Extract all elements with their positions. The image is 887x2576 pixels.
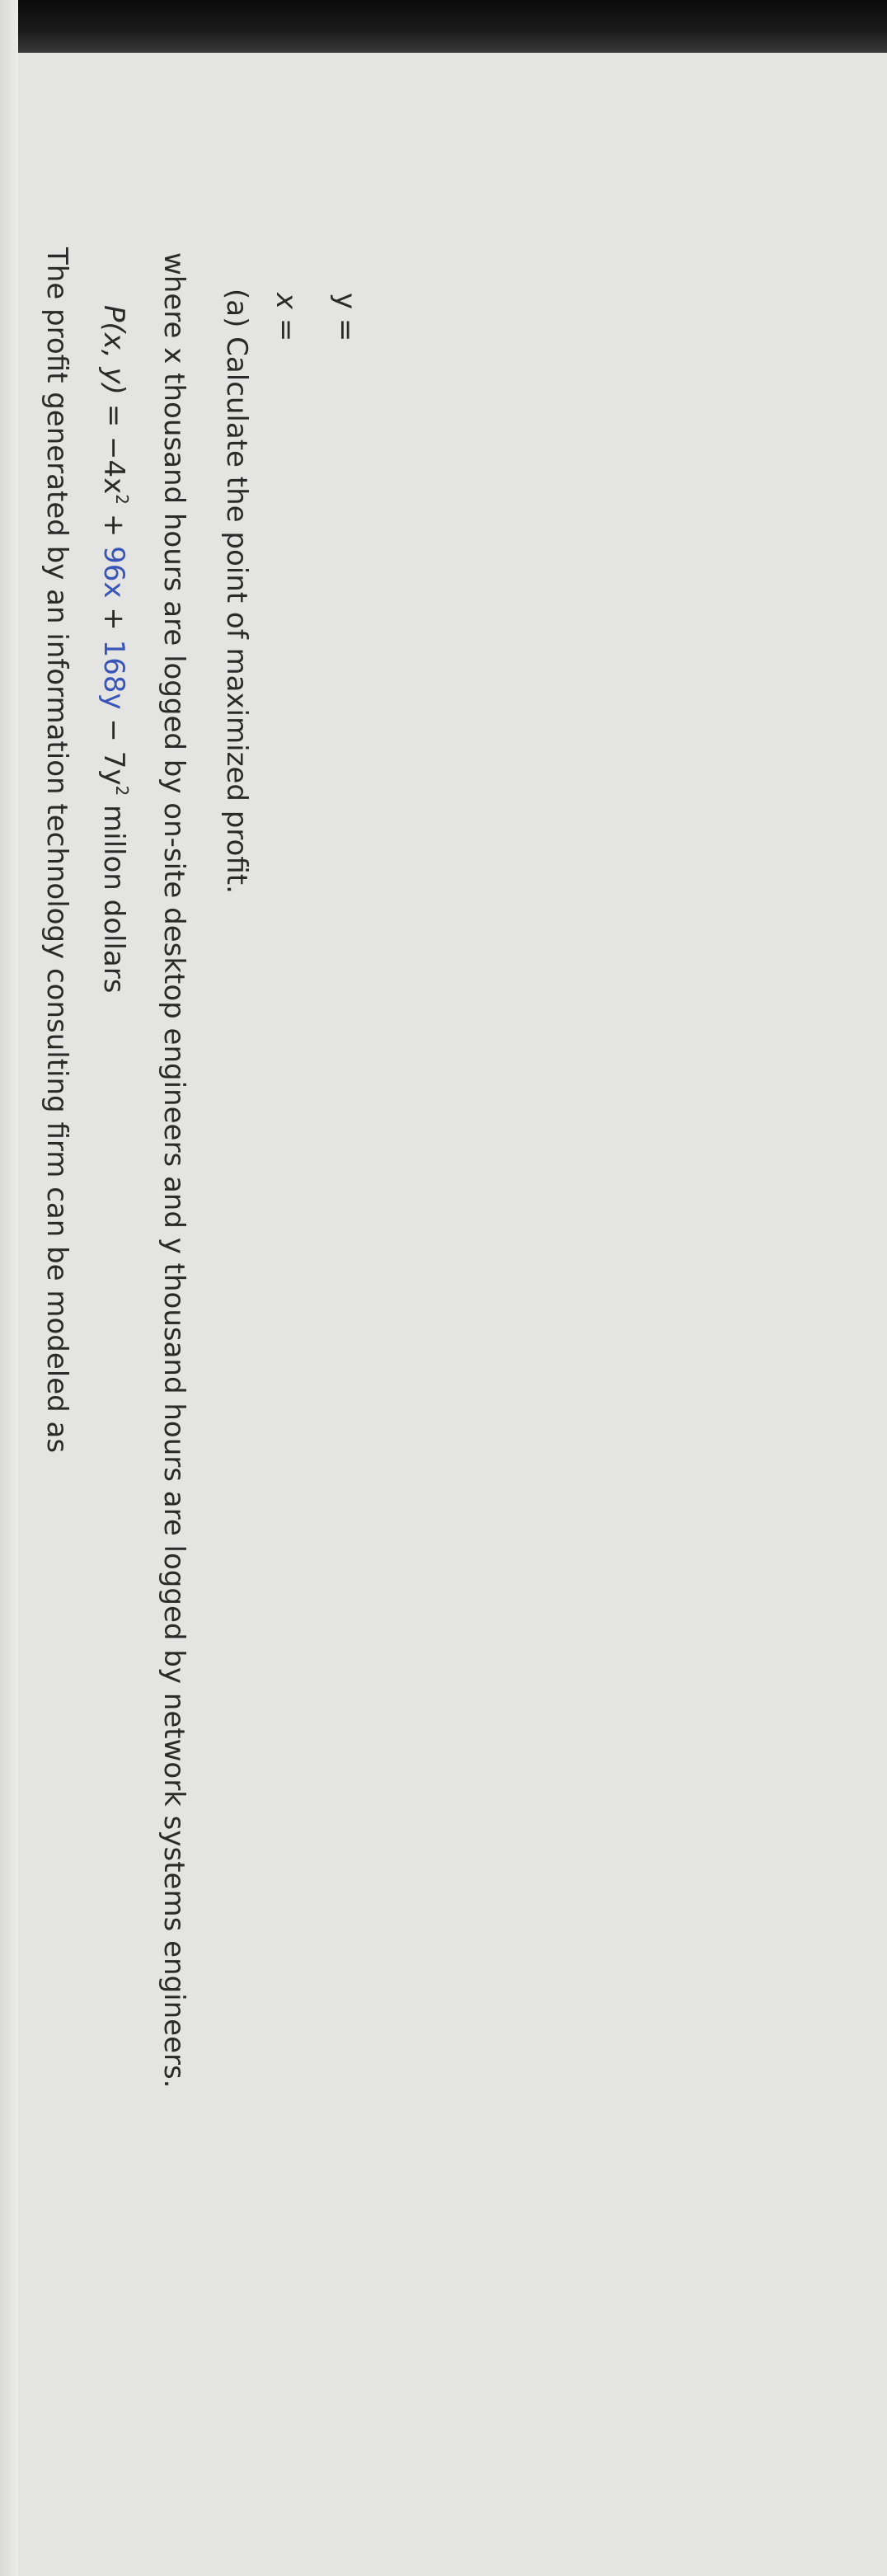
formula-units: millon dollars	[97, 796, 130, 994]
spacer	[311, 458, 312, 459]
formula-term1: −4x	[97, 436, 130, 495]
formula-sign3: +	[97, 598, 130, 640]
profit-formula	[97, 305, 132, 994]
y-label: y =	[329, 293, 362, 342]
formula-term3: 168y	[97, 639, 130, 710]
formula-sign2: +	[97, 504, 130, 547]
formula-sign4: −	[97, 709, 130, 751]
formula-term4-exp: 2	[112, 785, 132, 797]
part-a-heading: (a) Calculate the point of maximized profit.	[220, 289, 253, 894]
formula-lhs: P(x, y) =	[97, 305, 130, 436]
intro-text: The profit generated by an information technology consulting firm can be modeled as	[40, 247, 73, 1454]
formula-term2: 96x	[97, 546, 130, 599]
variables-definition: where x thousand hours are logged by on-site desktop engineers and y thousand hours are logged by network systems engineers.	[157, 252, 190, 2089]
formula-term4: 7y	[97, 750, 130, 786]
formula-term1-exp: 2	[112, 494, 132, 505]
x-label: x =	[270, 293, 303, 342]
